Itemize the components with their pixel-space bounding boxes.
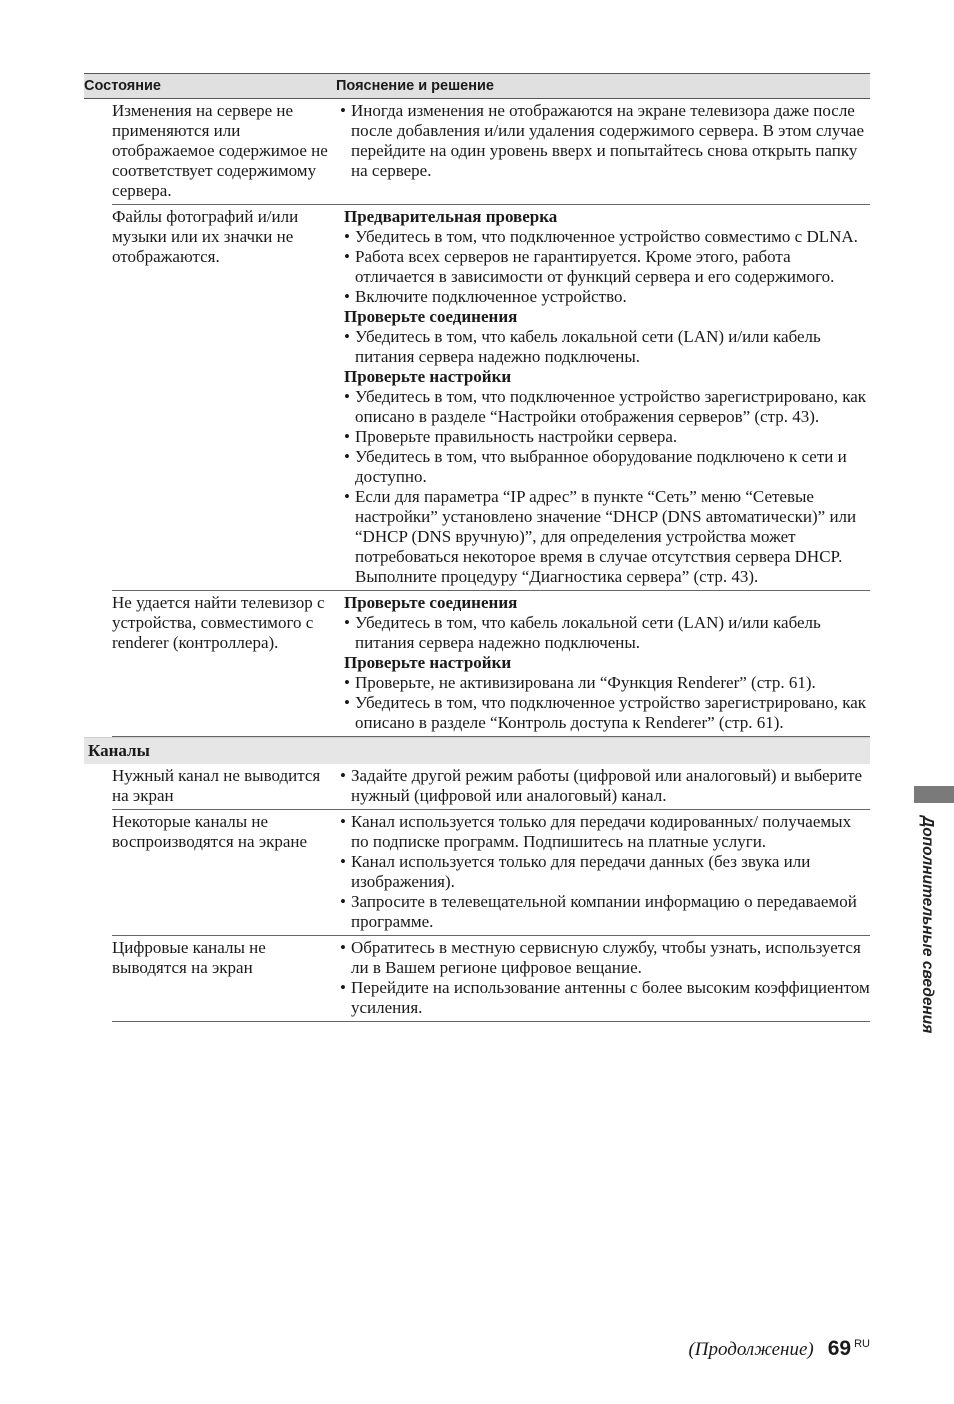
condition-cell: Некоторые каналы не воспроизводятся на экране [112,812,308,851]
explanation-cell [340,812,870,932]
bullet-item: • Убедитесь в том, что подключенное устройство зарегистрировано, как описано в разделе “Настройки отображения серверов” (стр. 43). [344,387,866,426]
subheading: Проверьте настройки [344,653,512,672]
table-row [112,205,870,591]
table-row [112,99,870,205]
bullet-item: • Включите подключенное устройство. [344,287,627,306]
subheading: Проверьте соединения [344,593,518,612]
chapter-tab-marker [914,786,954,803]
chapter-side-label: Дополнительные сведения [919,816,936,1034]
bullet-item: • Обратитесь в местную сервисную службу, чтобы узнать, используется ли в Вашем регионе цифровое вещание. [340,938,861,977]
bullet-item: • Убедитесь в том, что кабель локальной сети (LAN) и/или кабель питания сервера надежно подключены. [344,327,821,366]
bullet-item: • Убедитесь в том, что подключенное устройство совместимо с DLNA. [344,227,858,246]
bullet-item: • Убедитесь в том, что кабель локальной сети (LAN) и/или кабель питания сервера надежно подключены. [344,613,821,652]
subheading: Предварительная проверка [344,207,558,226]
bullet-item: • Перейдите на использование антенны с более высоким коэффициентом усиления. [340,978,870,1017]
explanation-cell [340,938,870,1018]
language-code: RU [854,1338,870,1350]
page-footer [688,1337,870,1361]
condition-cell: Не удается найти телевизор с устройства, совместимого с renderer (контроллера). [112,593,325,652]
table-header [84,73,870,99]
continued-label: (Продолжение) [688,1339,814,1360]
condition-cell: Изменения на сервере не применяются или отображаемое содержимое не соответствует содержимому сервера. [112,101,328,200]
table-row [112,810,870,936]
bullet-item: • Убедитесь в том, что подключенное устройство зарегистрировано, как описано в разделе “Контроль доступа к Renderer” (стр. 61). [344,693,866,732]
subheading: Проверьте соединения [344,307,518,326]
troubleshooting-table [84,73,870,1022]
explanation-cell [340,101,870,201]
explanation-cell [340,593,870,733]
bullet-item: • Проверьте правильность настройки сервера. [344,427,678,446]
condition-cell: Файлы фотографий и/или музыки или их значки не отображаются. [112,207,299,266]
explanation-cell [340,766,870,806]
table-row [112,764,870,810]
subheading: Проверьте настройки [344,367,512,386]
explanation-cell [340,207,870,587]
bullet-item: • Задайте другой режим работы (цифровой или аналоговый) и выберите нужный (цифровой или аналоговый) канал. [340,766,863,805]
header-explanation: Пояснение и решение [336,78,494,94]
bullet-item: • Убедитесь в том, что выбранное оборудование подключено к сети и доступно. [344,447,847,486]
header-condition: Состояние [84,78,161,94]
bullet-item: • Работа всех серверов не гарантируется. Кроме этого, работа отличается в зависимости от функций сервера и его содержимого. [344,247,835,286]
bullet-item: • Проверьте, не активизирована ли “Функция Renderer” (стр. 61). [344,673,816,692]
condition-cell: Нужный канал не выводится на экран [112,766,321,805]
bullet-item: • Запросите в телевещательной компании информацию о передаваемой программе. [340,892,857,931]
bullet-item: • Канал используется только для передачи кодированных/ получаемых по подписке программ. Подпишитесь на платные услуги. [340,812,852,851]
bullet-item: • Если для параметра “IP адрес” в пункте “Сеть” меню “Сетевые настройки” установлено значение “DHCP (DNS автоматически)” или “DHCP (DNS вручную)”, для определения устройства может потребоваться некоторое время в случае отсутствия сервера DHCP. Выполните процедуру “Диагностика сервера” (стр. 43). [344,487,857,586]
table-row [112,936,870,1022]
section-header-channels: Каналы [84,737,870,764]
bullet-item: • Канал используется только для передачи данных (без звука или изображения). [340,852,811,891]
condition-cell: Цифровые каналы не выводятся на экран [112,938,266,977]
page-number: 69 [827,1337,852,1360]
bullet-item: • Иногда изменения не отображаются на экране телевизора даже после после добавления и/или удаления содержимого сервера. В этом случае перейдите на один уровень вверх и попытайтесь снова открыть папку на сервере. [340,101,865,180]
table-row [112,591,870,737]
